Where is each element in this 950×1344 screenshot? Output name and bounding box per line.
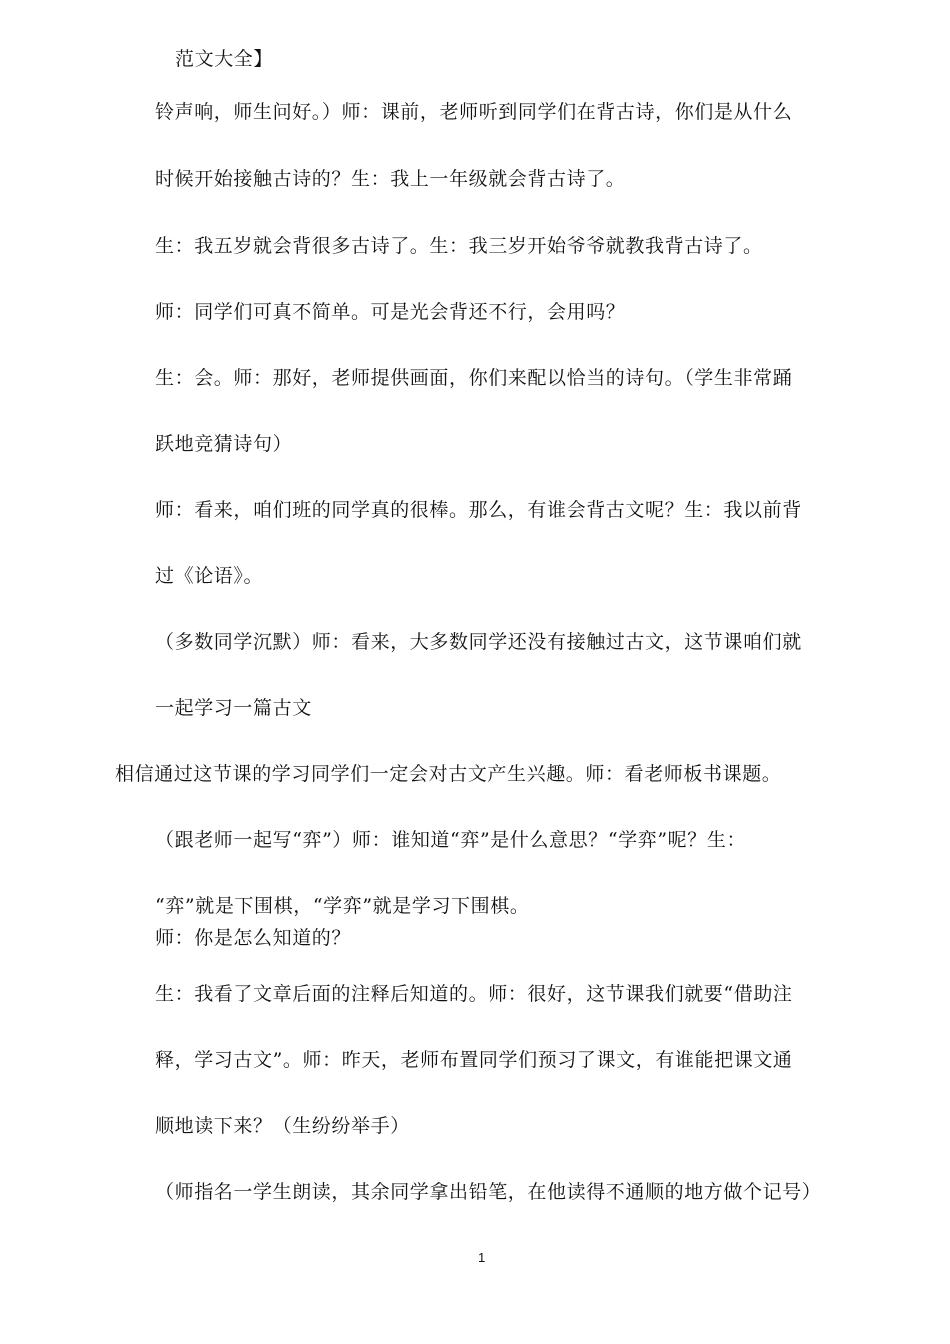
text-line: 生：会。师：那好，老师提供画面，你们来配以恰当的诗句。（学生非常踊 [155, 367, 793, 389]
text-line: 生：我五岁就会背很多古诗了。生：我三岁开始爷爷就教我背古诗了。 [155, 235, 763, 257]
text-line: 相信通过这节课的学习同学们一定会对古文产生兴趣。师：看老师板书课题。 [115, 763, 782, 785]
text-line: （跟老师一起写“弈”）师：谁知道“弈”是什么意思？“学弈”呢？生： [155, 829, 747, 851]
text-line: 释，学习古文”。师：昨天，老师布置同学们预习了课文，有谁能把课文通 [155, 1049, 793, 1071]
text-line: 跃地竞猜诗句） [155, 433, 293, 455]
text-line: “弈”就是下围棋，“学弈”就是学习下围棋。 [155, 895, 530, 917]
text-line: 时候开始接触古诗的？生：我上一年级就会背古诗了。 [155, 168, 626, 190]
text-line: 过《论语》。 [155, 565, 264, 587]
text-line: （师指名一学生朗读，其余同学拿出铅笔，在他读得不通顺的地方做个记号） [155, 1181, 822, 1203]
text-line: 师：同学们可真不简单。可是光会背还不行，会用吗？ [155, 301, 626, 323]
text-line: 顺地读下来？（生纷纷举手） [155, 1115, 410, 1137]
page-number: 1 [478, 1250, 486, 1265]
text-line: 生：我看了文章后面的注释后知道的。师：很好，这节课我们就要“借助注 [155, 983, 793, 1005]
text-line: （多数同学沉默）师：看来，大多数同学还没有接触过古文，这节课咱们就 [155, 631, 802, 653]
text-line: 一起学习一篇古文 [155, 697, 312, 719]
header-fragment: 范文大全】 [175, 48, 274, 70]
text-line: 师：看来，咱们班的同学真的很棒。那么，有谁会背古文呢？生：我以前背 [155, 499, 802, 521]
text-line: 师：你是怎么知道的？ [155, 927, 352, 949]
text-line: 铃声响，师生问好。）师：课前，老师听到同学们在背古诗，你们是从什么 [155, 101, 793, 123]
